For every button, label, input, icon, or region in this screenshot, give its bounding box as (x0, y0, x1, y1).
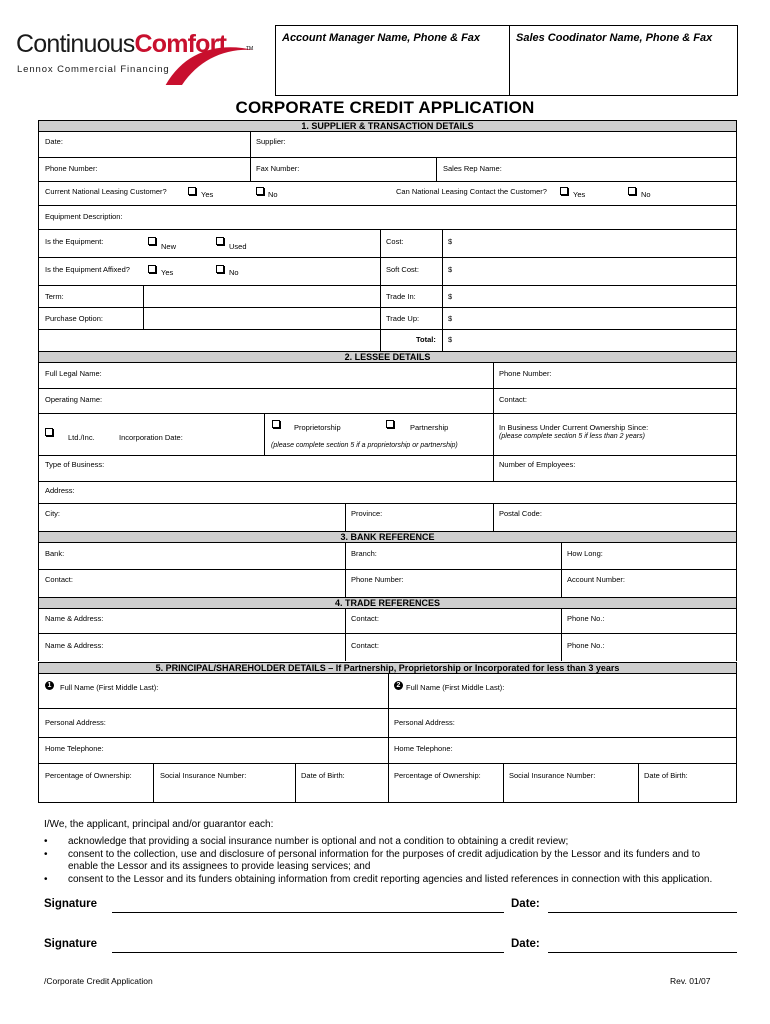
num-employees-label: Number of Employees: (499, 460, 576, 469)
account-manager-box[interactable] (275, 25, 510, 96)
supplier-label: Supplier: (256, 137, 286, 146)
equipment-used-label: Used (229, 242, 247, 251)
sales-coordinator-label: Sales Coodinator Name, Phone & Fax (516, 32, 713, 44)
soft-cost-dollar: $ (448, 265, 453, 274)
principal-1-telephone-label: Home Telephone: (45, 744, 104, 753)
type-of-business-label: Type of Business: (45, 460, 105, 469)
trade-ref-1-name-label: Name & Address: (45, 614, 104, 623)
proprietorship-label: Proprietorship (294, 423, 341, 432)
section-5-heading: 5. PRINCIPAL/SHAREHOLDER DETAILS – If Partnership, Proprietorship or Incorporated for less than 3 years (38, 662, 737, 674)
principal-2-dob-label: Date of Birth: (644, 771, 688, 780)
ltd-inc-label: Ltd./Inc. (68, 433, 95, 442)
current-customer-label: Current National Leasing Customer? (45, 187, 167, 196)
trade-ref-2-contact-label: Contact: (351, 641, 379, 650)
signature-1-label: Signature (44, 898, 98, 910)
full-legal-name-label: Full Legal Name: (45, 369, 102, 378)
date-label: Date: (45, 137, 63, 146)
address-label: Address: (45, 486, 75, 495)
can-contact-no-label: No (641, 190, 651, 199)
principal-2-address-label: Personal Address: (394, 718, 455, 727)
affixed-yes-checkbox[interactable] (148, 265, 156, 273)
principal-1-number-icon: 1 (45, 681, 54, 690)
affixed-no-checkbox[interactable] (216, 265, 224, 273)
principal-1-ownership-label: Percentage of Ownership: (45, 771, 132, 780)
consent-intro: I/We, the applicant, principal and/or guarantor each: (44, 819, 274, 830)
date-1-label: Date: (511, 898, 540, 910)
logo-tagline: Lennox Commercial Financing (17, 64, 170, 75)
province-label: Province: (351, 509, 383, 518)
signature-2-label: Signature (44, 938, 98, 950)
principal-1-address-label: Personal Address: (45, 718, 106, 727)
postal-code-label: Postal Code: (499, 509, 542, 518)
partnership-checkbox[interactable] (386, 420, 394, 428)
trade-up-label: Trade Up: (386, 314, 420, 323)
logo-word-continuous: Continuous (16, 30, 135, 58)
account-manager-label: Account Manager Name, Phone & Fax (282, 32, 481, 44)
date-2-label: Date: (511, 938, 540, 950)
logo-word-comfort: Comfort (134, 30, 227, 58)
principal-1-dob-label: Date of Birth: (301, 771, 345, 780)
incorporation-date-label: Incorporation Date: (119, 433, 183, 442)
trade-ref-1-phone-label: Phone No.: (567, 614, 605, 623)
consent-bullet-1: acknowledge that providing a social insurance number is optional and not a condition to obtaining a credit review; (68, 836, 569, 847)
cost-dollar: $ (448, 237, 453, 246)
bank-contact-label: Contact: (45, 575, 73, 584)
how-long-label: How Long: (567, 549, 603, 558)
trade-in-label: Trade In: (386, 292, 416, 301)
sales-coordinator-box[interactable] (510, 25, 738, 96)
branch-label: Branch: (351, 549, 377, 558)
equipment-used-checkbox[interactable] (216, 237, 224, 245)
can-contact-no-checkbox[interactable] (628, 187, 636, 195)
in-business-note: (please complete section 5 if less than 2 years) (499, 433, 645, 440)
current-customer-no-checkbox[interactable] (256, 187, 264, 195)
bullet-icon: • (44, 873, 48, 885)
lessee-phone-label: Phone Number: (499, 369, 552, 378)
proprietorship-checkbox[interactable] (272, 420, 280, 428)
section-4-frame (38, 608, 737, 661)
is-equipment-label: Is the Equipment: (45, 237, 104, 246)
ltd-inc-checkbox[interactable] (45, 428, 53, 436)
principal-2-number-icon: 2 (394, 681, 403, 690)
section-2-heading: 2. LESSEE DETAILS (38, 351, 737, 363)
operating-name-label: Operating Name: (45, 395, 103, 404)
account-number-label: Account Number: (567, 575, 625, 584)
can-contact-label: Can National Leasing Contact the Customer? (396, 187, 547, 196)
consent-bullet-2: consent to the collection, use and disclosure of personal information for the purposes of credit adjudication by the Lessor and its funders and to enable the Lessor and its assignees to provide leasing services; and (68, 848, 701, 872)
company-logo (14, 30, 264, 85)
bullet-icon: • (44, 836, 48, 847)
affixed-label: Is the Equipment Affixed? (45, 265, 130, 274)
equipment-description-label: Equipment Description: (45, 212, 123, 221)
fax-number-label: Fax Number: (256, 164, 300, 173)
affixed-yes-label: Yes (161, 268, 174, 277)
total-label: Total: (416, 335, 436, 344)
date-1-line[interactable] (548, 912, 737, 913)
can-contact-yes-label: Yes (573, 190, 586, 199)
footer-left: /Corporate Credit Application (44, 976, 153, 986)
trade-up-dollar: $ (448, 314, 453, 323)
bank-label: Bank: (45, 549, 65, 558)
total-dollar: $ (448, 335, 453, 344)
principal-2-telephone-label: Home Telephone: (394, 744, 453, 753)
can-contact-yes-checkbox[interactable] (560, 187, 568, 195)
phone-number-label: Phone Number: (45, 164, 98, 173)
current-customer-yes-checkbox[interactable] (188, 187, 196, 195)
purchase-option-label: Purchase Option: (45, 314, 103, 323)
current-customer-yes-label: Yes (201, 190, 214, 199)
section-3-heading: 3. BANK REFERENCE (38, 531, 737, 543)
equipment-new-checkbox[interactable] (148, 237, 156, 245)
bullet-icon: • (44, 848, 48, 860)
trade-in-dollar: $ (448, 292, 453, 301)
term-label: Term: (45, 292, 64, 301)
city-label: City: (45, 509, 60, 518)
lessee-contact-label: Contact: (499, 395, 527, 404)
cost-label: Cost: (386, 237, 404, 246)
trade-ref-2-name-label: Name & Address: (45, 641, 104, 650)
trade-ref-2-phone-label: Phone No.: (567, 641, 605, 650)
consent-bullet-3: consent to the Lessor and its funders obtaining information from credit reporting agencies and listed references in connection with this application. (68, 873, 713, 885)
trade-ref-1-contact-label: Contact: (351, 614, 379, 623)
logo-tm: TM (246, 46, 254, 52)
consent-bullets (44, 836, 724, 886)
affixed-no-label: No (229, 268, 239, 277)
principal-2-full-name-label: Full Name (First Middle Last): (406, 683, 505, 692)
date-2-line[interactable] (548, 952, 737, 953)
partnership-label: Partnership (410, 423, 449, 432)
equipment-new-label: New (161, 242, 177, 251)
principal-1-full-name-label: Full Name (First Middle Last): (60, 683, 159, 692)
signature-2-line[interactable] (112, 952, 504, 953)
sales-rep-label: Sales Rep Name: (443, 164, 502, 173)
section-4-heading: 4. TRADE REFERENCES (38, 597, 737, 609)
bank-phone-label: Phone Number: (351, 575, 404, 584)
principal-1-sin-label: Social Insurance Number: (160, 771, 247, 780)
section-1-heading: 1. SUPPLIER & TRANSACTION DETAILS (38, 120, 737, 132)
principal-2-sin-label: Social Insurance Number: (509, 771, 596, 780)
current-customer-no-label: No (268, 190, 278, 199)
soft-cost-label: Soft Cost: (386, 265, 419, 274)
principal-2-ownership-label: Percentage of Ownership: (394, 771, 481, 780)
signature-1-line[interactable] (112, 912, 504, 913)
complete-section-5-note: (please complete section 5 if a proprietorship or partnership) (271, 442, 458, 449)
page-title: CORPORATE CREDIT APPLICATION (235, 98, 535, 117)
footer-right: Rev. 01/07 (670, 976, 711, 986)
in-business-since-label: In Business Under Current Ownership Since: (499, 423, 649, 432)
